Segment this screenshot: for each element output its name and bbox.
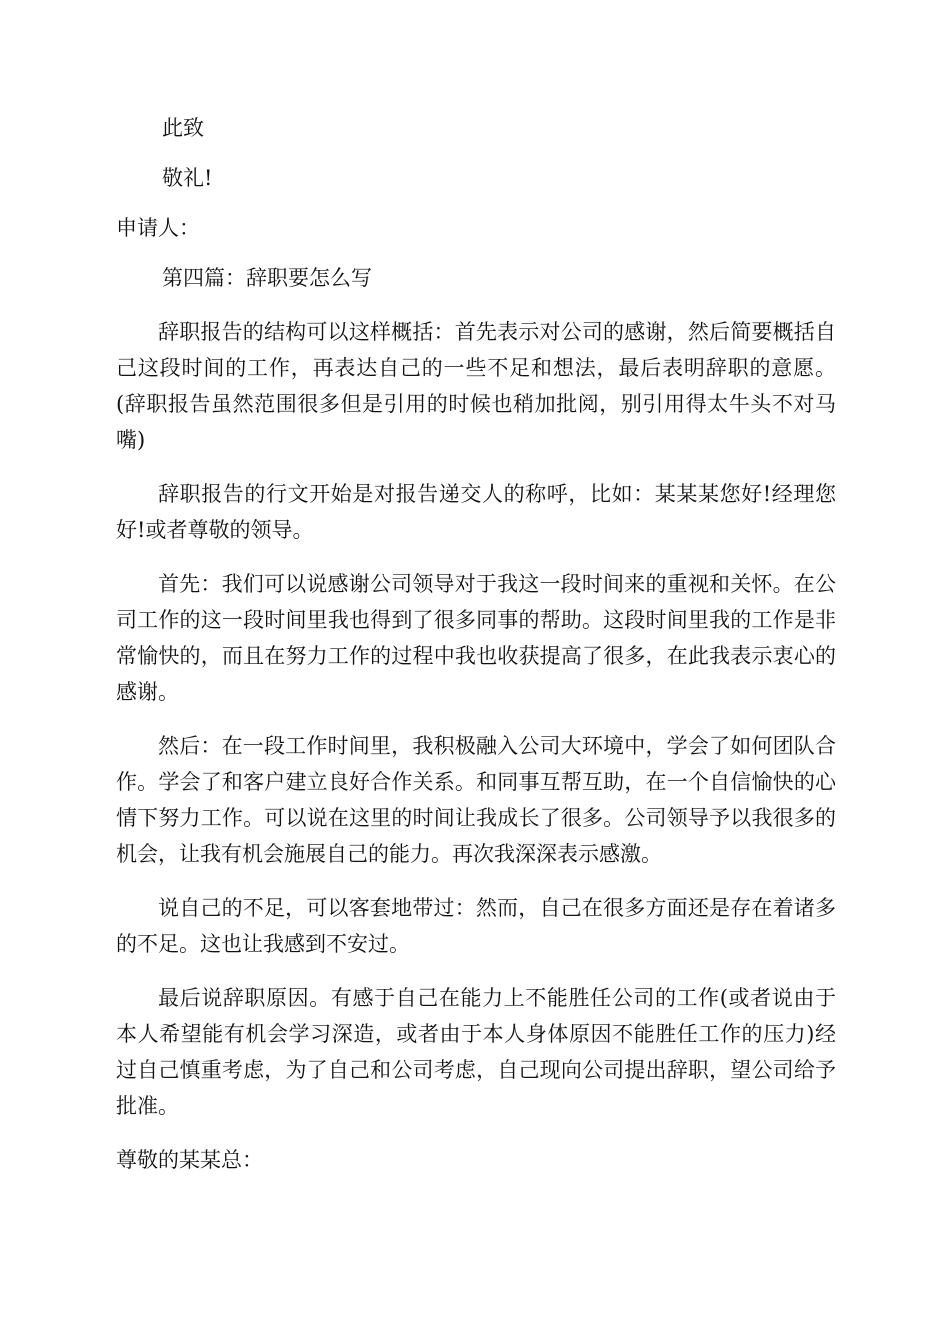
paragraph-reason: 最后说辞职原因。有感于自己在能力上不能胜任公司的工作(或者说由于本人希望能有机会学习深造，或者由于本人身体原因不能胜任工作的压力)经过自己慎重考虑，为了自己和公司考虑，自己现向公司提出辞职，望公司给予批准。 — [116, 986, 836, 1118]
signature-line: 申请人： — [116, 216, 200, 240]
paragraph-salutation-advice: 辞职报告的行文开始是对报告递交人的称呼，比如：某某某您好!经理您好!或者尊敬的领导。 — [116, 482, 836, 542]
document-page — [116, 110, 836, 1178]
paragraph-shortcomings: 说自己的不足，可以客套地带过：然而，自己在很多方面还是存在着诸多的不足。这也让我感到不安过。 — [116, 896, 836, 956]
closing-line-1: 此致 — [162, 116, 204, 140]
closing-line-2: 敬礼! — [162, 166, 213, 190]
paragraph-work-summary: 然后：在一段工作时间里，我积极融入公司大环境中，学会了如何团队合作。学会了和客户建立良好合作关系。和同事互帮互助，在一个自信愉快的心情下努力工作。可以说在这里的时间让我成长了很多。公司领导予以我很多的机会，让我有机会施展自己的能力。再次我深深表示感激。 — [116, 734, 836, 866]
salutation-line: 尊敬的某某总： — [116, 1148, 263, 1172]
section-title: 第四篇：辞职要怎么写 — [162, 266, 372, 290]
paragraph-thanks: 首先：我们可以说感谢公司领导对于我这一段时间来的重视和关怀。在公司工作的这一段时间里我也得到了很多同事的帮助。这段时间里我的工作是非常愉快的，而且在努力工作的过程中我也收获提高了很多，在此我表示衷心的感谢。 — [116, 572, 836, 704]
paragraph-structure: 辞职报告的结构可以这样概括：首先表示对公司的感谢，然后简要概括自己这段时间的工作，再表达自己的一些不足和想法，最后表明辞职的意愿。(辞职报告虽然范围很多但是引用的时候也稍加批阅，别引用得太牛头不对马嘴) — [116, 320, 836, 452]
